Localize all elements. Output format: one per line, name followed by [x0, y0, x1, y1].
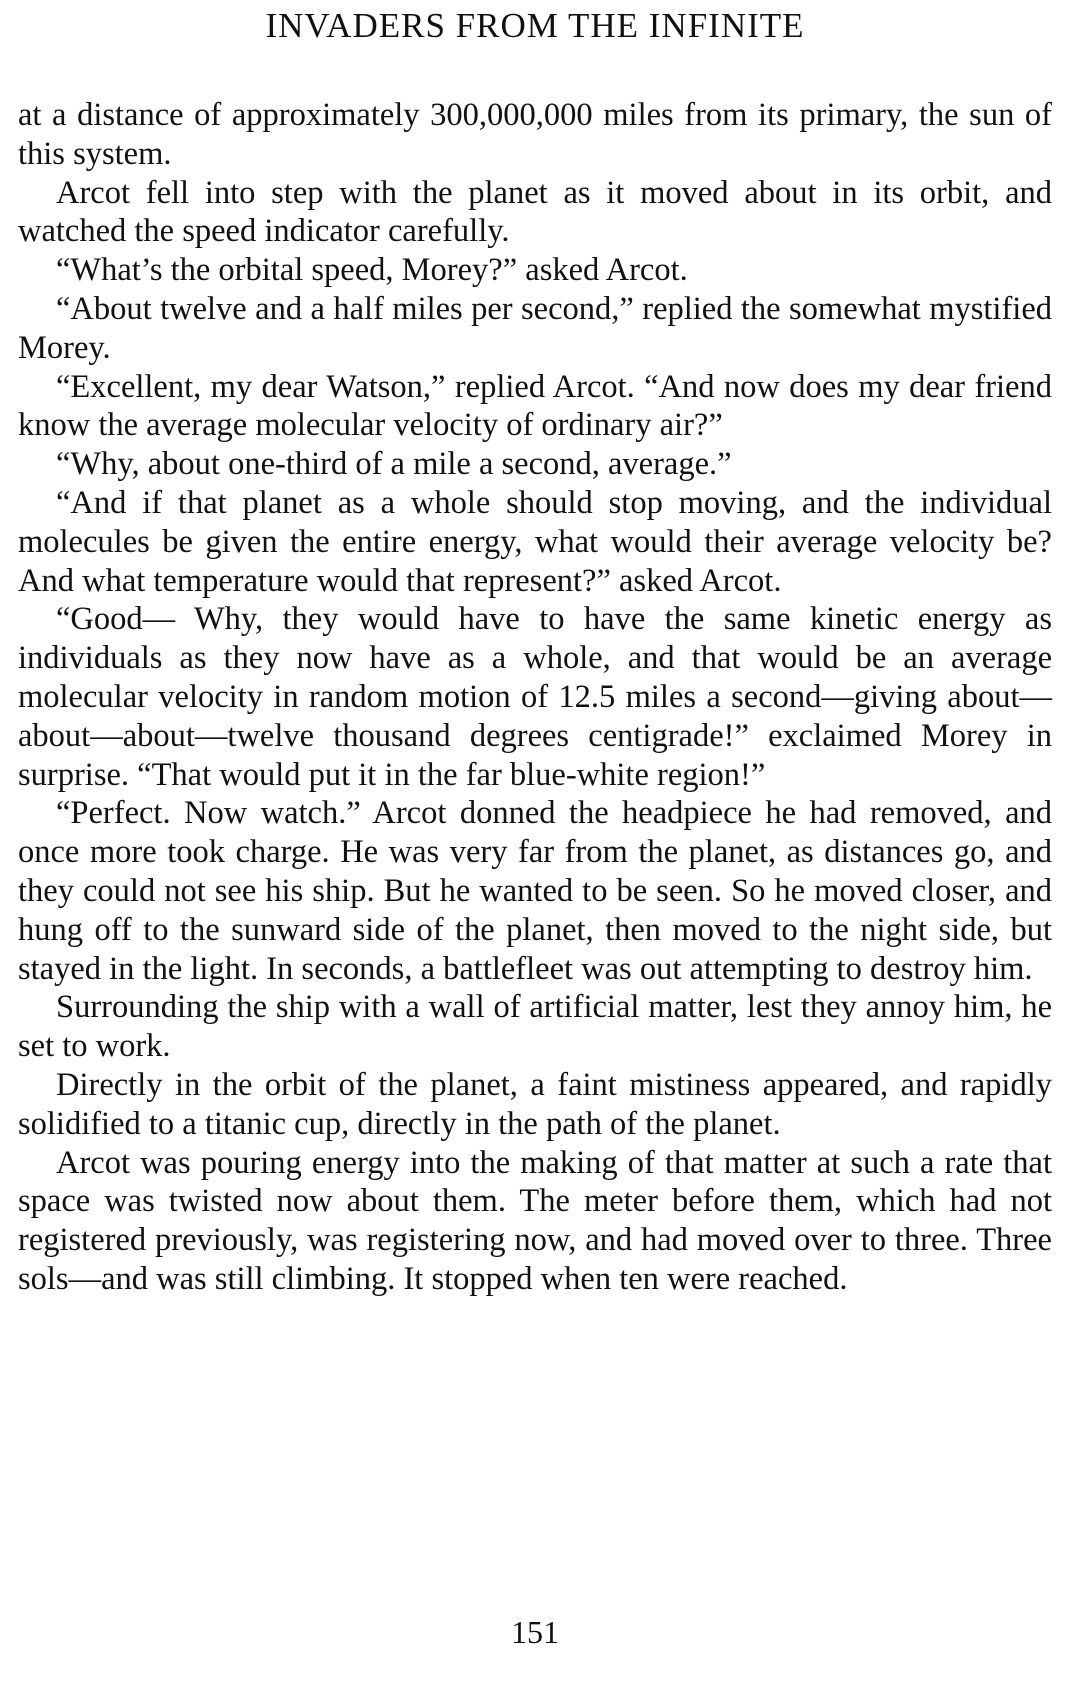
paragraph: Surrounding the ship with a wall of artificial matter, lest they annoy him, he set to work.	[18, 989, 1052, 1065]
paragraph: Arcot fell into step with the planet as it moved about in its orbit, and watched the speed indicator carefully.	[18, 174, 1052, 250]
paragraph: “About twelve and a half miles per second,” replied the somewhat mystified Morey.	[18, 290, 1052, 366]
page-number: 151	[511, 1614, 559, 1650]
paragraph: “Perfect. Now watch.” Arcot donned the headpiece he had removed, and once more took charge. He was very far from the planet, as distances go, and they could not see his ship. But he wanted to be seen. So he moved closer, and hung off to the sunward side of the planet, then moved to the night side, but stayed in the light. In seconds, a battlefleet was out attempting to destroy him.	[18, 795, 1052, 987]
paragraph: “What’s the orbital speed, Morey?” asked Arcot.	[56, 252, 688, 289]
paragraph: “Excellent, my dear Watson,” replied Arcot. “And now does my dear friend know the average molecular velocity of ordinary air?”	[18, 368, 1052, 444]
body-text	[18, 96, 1052, 1299]
paragraph: Directly in the orbit of the planet, a faint mistiness appeared, and rapidly solidified to a titanic cup, directly in the path of the planet.	[18, 1066, 1052, 1142]
paragraph: “And if that planet as a whole should stop moving, and the individual molecules be given the entire energy, what would their average velocity be? And what temperature would that represent?” asked Arcot.	[18, 484, 1052, 599]
paragraph: “Good— Why, they would have to have the same kinetic energy as individuals as they now have as a whole, and that would be an average molecular velocity in random motion of 12.5 miles a second—giving about—about—about—twelve thousand degrees centigrade!” exclaimed Morey in surprise. “That would put it in the far blue-white region!”	[18, 601, 1052, 793]
paragraph: at a distance of approximately 300,000,000 miles from its primary, the sun of this system.	[18, 97, 1052, 172]
paragraph: “Why, about one-third of a mile a second, average.”	[56, 446, 732, 483]
paragraph: Arcot was pouring energy into the making of that matter at such a rate that space was twisted now about them. The meter before them, which had not registered previously, was registering now, and had moved over to three. Three sols—and was still climbing. It stopped when ten were reached.	[18, 1144, 1052, 1297]
running-head: INVADERS FROM THE INFINITE	[265, 6, 805, 45]
